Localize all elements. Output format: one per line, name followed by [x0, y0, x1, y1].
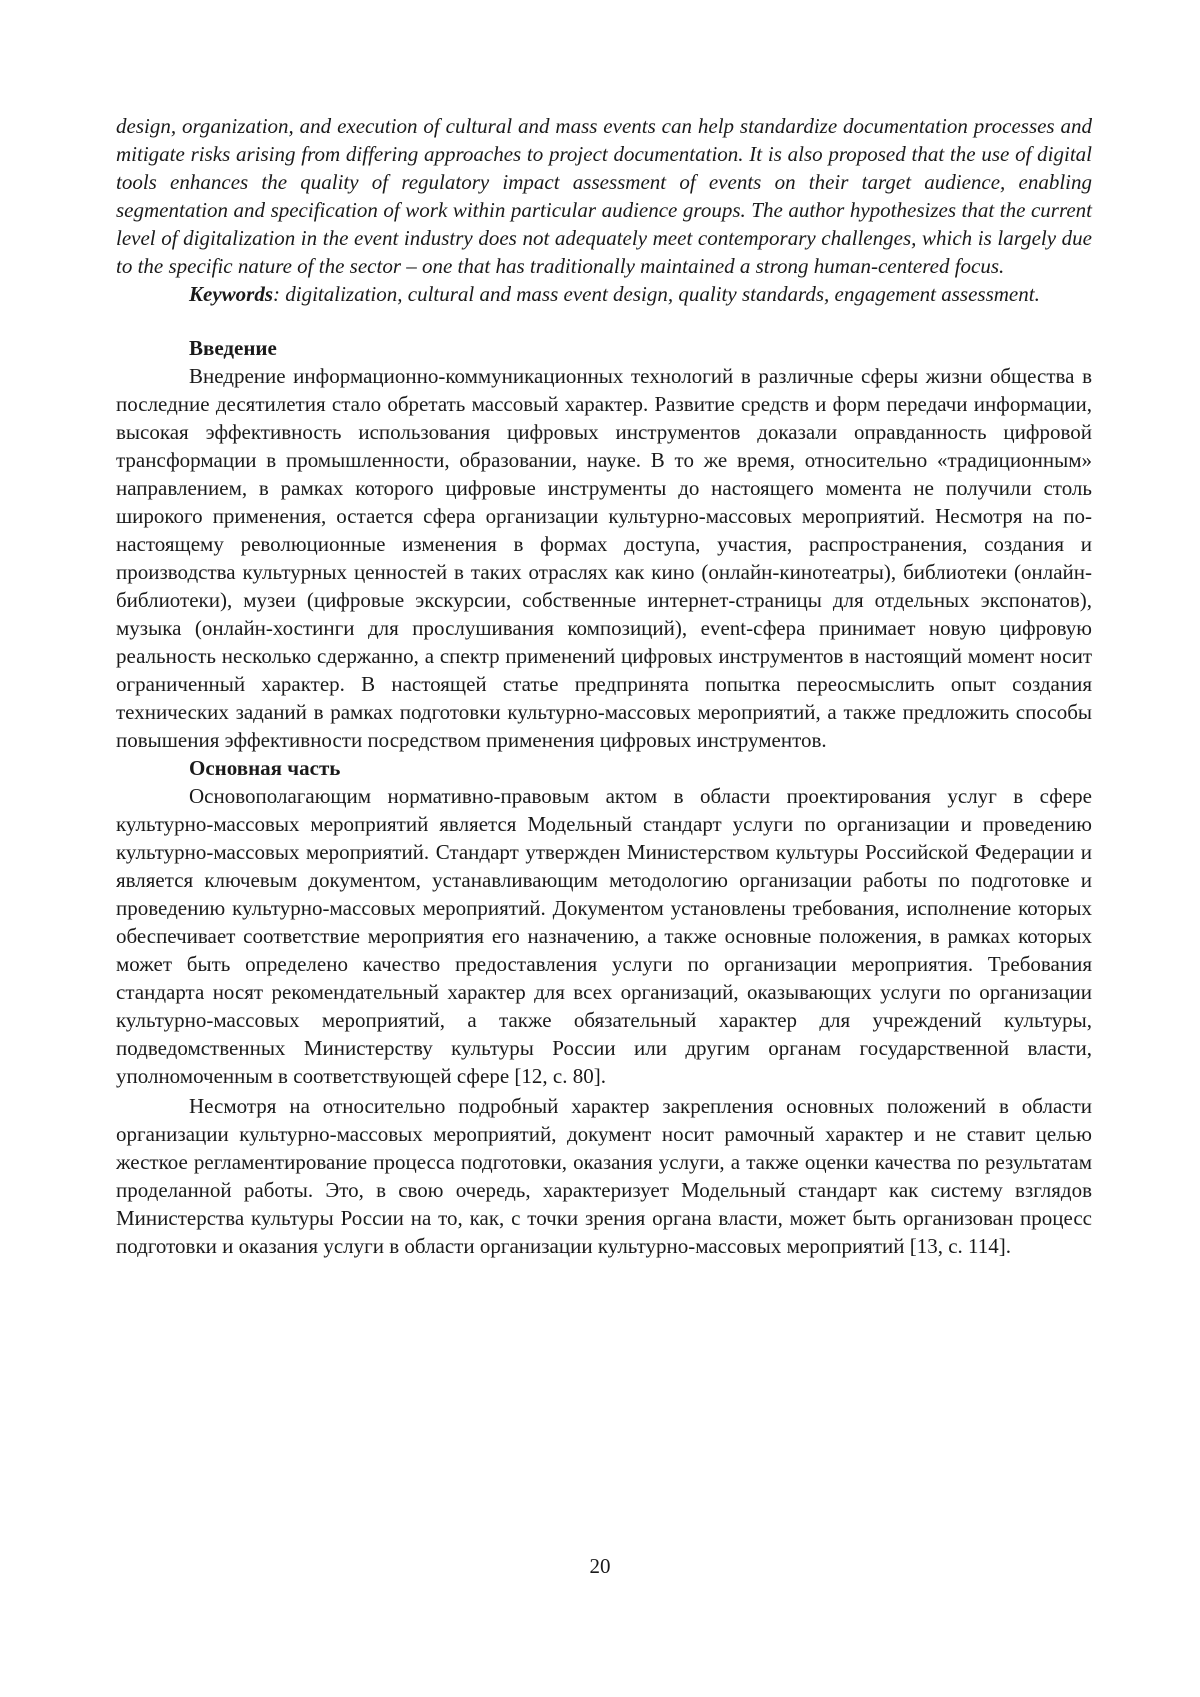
introduction-heading: Введение [189, 336, 277, 360]
main-part-heading: Основная часть [189, 756, 341, 780]
abstract-paragraph: design, organization, and execution of cultural and mass events can help standardize documentation processes and mitigate risks arising from differing approaches to project documentation. It is also proposed that the use of digital tools enhances the quality of regulatory impact assessment of events on their target audience, enabling segmentation and specification of work within particular audience groups. The author hypothesizes that the current level of digitalization in the event industry does not adequately meet contemporary challenges, which is largely due to the specific nature of the sector – one that has traditionally maintained a strong human-centered focus. [116, 114, 1092, 278]
keywords-text: : digitalization, cultural and mass event design, quality standards, engagement assessment. [273, 282, 1040, 306]
keywords-paragraph [116, 280, 1092, 308]
page-number: 20 [589, 1554, 611, 1578]
main-part-paragraph-1: Основополагающим нормативно-правовым актом в области проектирования услуг в сфере культурно-массовых мероприятий является Модельный стандарт услуги по организации и проведению культурно-массовых мероприятий. Стандарт утвержден Министерством культуры Российской Федерации и является ключевым документом, устанавливающим методологию организации работы по подготовке и проведению культурно-массовых мероприятий. Документом установлены требования, исполнение которых обеспечивает соответствие мероприятия его назначению, а также основные положения, в рамках которых может быть определено качество предоставления услуги по организации мероприятия. Требования стандарта носят рекомендательный характер для всех организаций, оказывающих услуги по организации культурно-массовых мероприятий, а также обязательный характер для учреждений культуры, подведомственных Министерству культуры России или другим органам государственной власти, уполномоченным в соответствующей сфере [12, с. 80]. [116, 784, 1092, 1088]
introduction-paragraph: Внедрение информационно-коммуникационных технологий в различные сферы жизни общества в последние десятилетия стало обретать массовый характер. Развитие средств и форм передачи информации, высокая эффективность использования цифровых инструментов доказали оправданность цифровой трансформации в промышленности, образовании, науке. В то же время, относительно «традиционным» направлением, в рамках которого цифровые инструменты до настоящего момента не получили столь широкого применения, остается сфера организации культурно-массовых мероприятий. Несмотря на по-настоящему революционные изменения в формах доступа, участия, распространения, создания и производства культурных ценностей в таких отраслях как кино (онлайн-кинотеатры), библиотеки (онлайн-библиотеки), музеи (цифровые экскурсии, собственные интернет-страницы для отдельных экспонатов), музыка (онлайн-хостинги для прослушивания композиций), event-сфера принимает новую цифровую реальность несколько сдержанно, а спектр применений цифровых инструментов в настоящий момент носит ограниченный характер. В настоящей статье предпринята попытка переосмыслить опыт создания технических заданий в рамках подготовки культурно-массовых мероприятий, а также предложить способы повышения эффективности посредством применения цифровых инструментов. [116, 364, 1092, 752]
document-page [116, 112, 1092, 1260]
main-part-paragraph-2: Несмотря на относительно подробный характер закрепления основных положений в области организации культурно-массовых мероприятий, документ носит рамочный характер и не ставит целью жесткое регламентирование процесса подготовки, оказания услуги, а также оценки качества по результатам проделанной работы. Это, в свою очередь, характеризует Модельный стандарт как систему взглядов Министерства культуры России на то, как, с точки зрения органа власти, может быть организован процесс подготовки и оказания услуги в области организации культурно-массовых мероприятий [13, с. 114]. [116, 1094, 1092, 1258]
keywords-label: Keywords [189, 282, 273, 306]
